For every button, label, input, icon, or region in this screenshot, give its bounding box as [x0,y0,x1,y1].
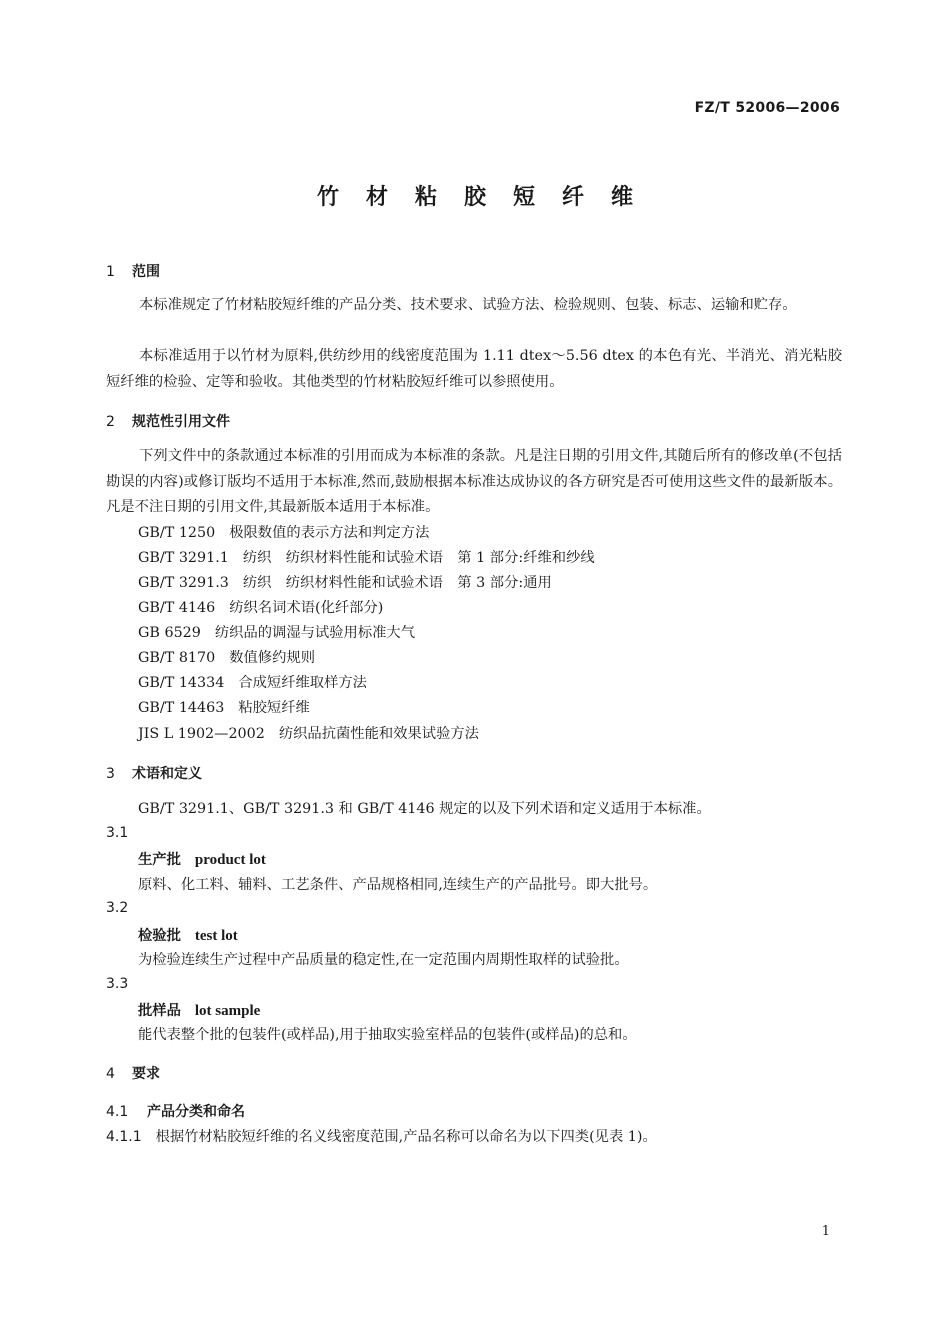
term-english: lot sample [194,1003,261,1019]
reference-code: GB/T 14463 [138,700,225,716]
page-number: 1 [821,1224,830,1239]
term-number: 3.3 [106,976,129,992]
section-2-heading [106,411,230,431]
reference-code: GB 6529 [138,625,201,641]
section-1-paragraph-2: 本标准适用于以竹材为原料,供纺纱用的线密度范围为 1.11 dtex～5.56 dtex 的本色有光、半消光、消光粘胶短纤维的检验、定等和验收。其他类型的竹材粘胶短纤维可以参照使用。 [106,348,842,390]
standard-number: FZ/T 52006—2006 [694,100,840,116]
term-number: 3.1 [106,825,129,841]
term-english: test lot [194,928,238,944]
section-number: 4 [106,1066,115,1082]
term-chinese: 检验批 [138,928,181,944]
reference-item [138,522,429,542]
clause-text: 根据竹材粘胶短纤维的名义线密度范围,产品名称可以命名为以下四类(见表 1)。 [155,1129,657,1145]
reference-name: 极限数值的表示方法和判定方法 [229,525,430,541]
reference-name: 纺织 纺织材料性能和试验术语 第 1 部分:纤维和纱线 [242,550,595,566]
section-title: 规范性引用文件 [132,414,230,430]
reference-name: 粘胶短纤维 [238,700,310,716]
reference-code: GB/T 4146 [138,600,216,616]
reference-name: 数值修约规则 [229,650,315,666]
reference-name: 纺织名词术语(化纤部分) [229,600,384,616]
reference-code: GB/T 3291.3 [138,575,229,591]
section-3-intro: GB/T 3291.1、GB/T 3291.3 和 GB/T 4146 规定的以及下列术语和定义适用于本标准。 [138,801,711,817]
subsection-number: 4.1 [106,1104,129,1120]
reference-item [138,547,595,567]
term-heading [138,849,266,869]
clause-number: 4.1.1 [106,1129,142,1145]
reference-item [138,572,552,592]
reference-item [138,597,383,617]
term-definition: 能代表整个批的包装件(或样品),用于抽取实验室样品的包装件(或样品)的总和。 [138,1027,637,1043]
clause-4-1-1 [106,1126,657,1146]
reference-name: 合成短纤维取样方法 [238,675,367,691]
reference-code: JIS L 1902—2002 [138,726,265,742]
term-definition: 原料、化工料、辅料、工艺条件、产品规格相同,连续生产的产品批号。即大批号。 [138,877,658,893]
reference-name: 纺织 纺织材料性能和试验术语 第 3 部分:通用 [242,575,552,591]
term-definition: 为检验连续生产过程中产品质量的稳定性,在一定范围内周期性取样的试验批。 [138,952,629,968]
reference-name: 纺织品的调湿与试验用标准大气 [214,625,416,641]
section-1-heading [106,261,160,281]
reference-item [138,672,367,692]
section-title: 术语和定义 [132,766,202,782]
subsection-title: 产品分类和命名 [147,1104,245,1120]
section-4-heading [106,1063,160,1083]
term-heading [138,925,238,945]
reference-code: GB/T 8170 [138,650,216,666]
reference-code: GB/T 14334 [138,675,225,691]
section-1-paragraph-1: 本标准规定了竹材粘胶短纤维的产品分类、技术要求、试验方法、检验规则、包装、标志、运输和贮存。 [139,297,797,313]
reference-item [138,723,479,743]
section-number: 3 [106,766,115,782]
term-heading [138,1000,260,1020]
term-chinese: 生产批 [138,852,181,868]
reference-name: 纺织品抗菌性能和效果试验方法 [278,726,479,742]
section-number: 1 [106,264,115,280]
section-number: 2 [106,414,115,430]
term-number: 3.2 [106,900,129,916]
term-chinese: 批样品 [138,1003,181,1019]
document-title: 竹材粘胶短纤维 [316,185,660,210]
subsection-4-1-heading [106,1101,245,1121]
reference-code: GB/T 3291.1 [138,550,229,566]
section-2-intro: 下列文件中的条款通过本标准的引用而成为本标准的条款。凡是注日期的引用文件,其随后所有的修改单(不包括勘误的内容)或修订版均不适用于本标准,然而,鼓励根据本标准达成协议的各方研究是否可使用这些文件的最新版本。凡是不注日期的引用文件,其最新版本适用于本标准。 [106,448,842,515]
reference-code: GB/T 1250 [138,525,216,541]
term-english: product lot [194,852,266,868]
section-title: 要求 [132,1066,160,1082]
reference-item [138,622,415,642]
reference-item [138,697,310,717]
reference-item [138,647,315,667]
section-3-heading [106,763,202,783]
section-title: 范围 [132,264,160,280]
